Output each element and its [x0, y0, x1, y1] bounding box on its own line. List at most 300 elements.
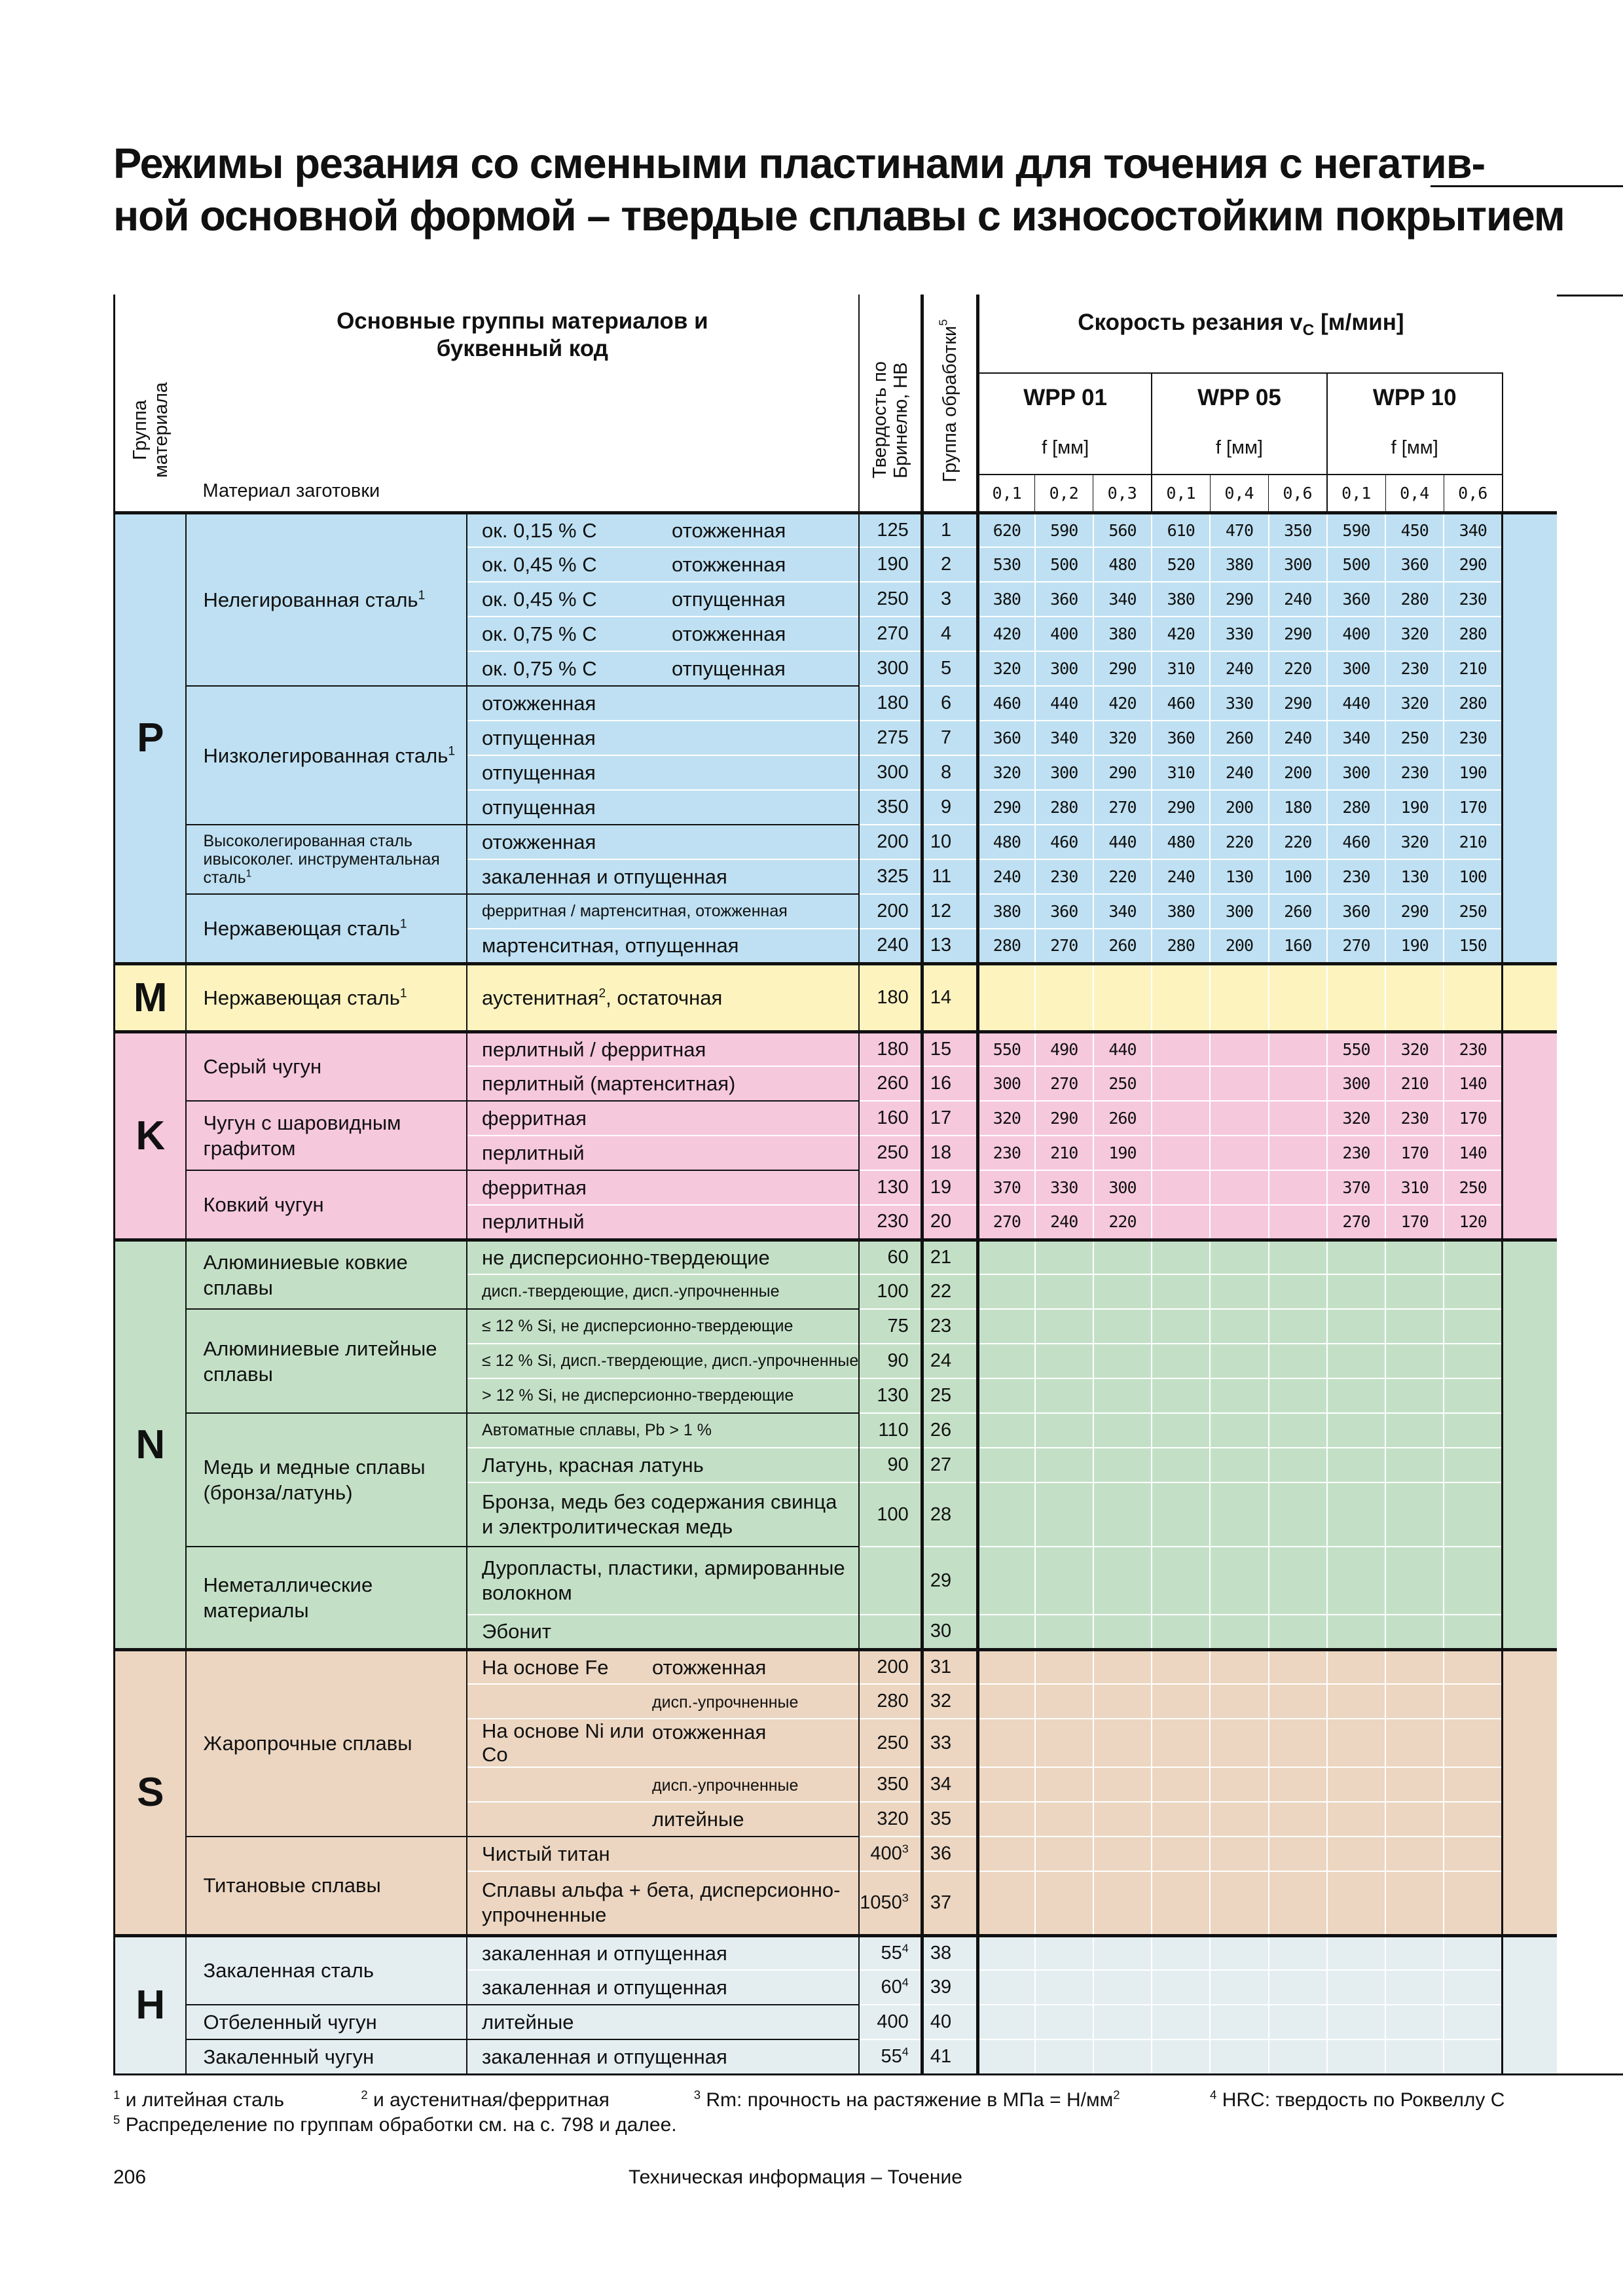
speed-value: 270 [1327, 1205, 1385, 1240]
material-name [186, 1031, 467, 1101]
speed-value [1444, 1970, 1502, 2005]
speed-value [1152, 1649, 1210, 1684]
material-name-text: Серый чугун [203, 1055, 322, 1079]
speed-value: 230 [1385, 755, 1444, 790]
feed-value: 0,1 [1152, 475, 1210, 512]
hardness-value: 110 [878, 1420, 909, 1441]
speed-value [1035, 1837, 1093, 1871]
speed-value: 240 [978, 859, 1035, 894]
speed-value: 320 [1385, 1031, 1444, 1066]
speed-value [1210, 1240, 1268, 1274]
speed-value [1035, 1448, 1093, 1482]
machining-group-cell: 10 [922, 825, 977, 859]
speed-value [1035, 1802, 1093, 1837]
speed-value: 200 [1210, 790, 1268, 825]
condition-cell [467, 686, 859, 721]
speed-value [1444, 1448, 1502, 1482]
speed-value: 230 [1385, 651, 1444, 686]
material-name [186, 1101, 467, 1170]
condition-cell [467, 1066, 859, 1101]
speed-value [1210, 1719, 1268, 1767]
hardness-cell [859, 1309, 922, 1344]
material-name-text: Нержавеющая сталь [203, 916, 400, 940]
condition-text: Латунь, красная латунь [482, 1454, 704, 1477]
condition-cell [467, 1448, 859, 1482]
condition-cell [467, 1274, 859, 1309]
speed-value: 270 [978, 1205, 1035, 1240]
speed-value: 470 [1210, 512, 1268, 547]
speed-value [1269, 1615, 1327, 1649]
speed-value [1035, 1649, 1093, 1684]
speed-value [1210, 1344, 1268, 1378]
speed-value [1152, 1448, 1210, 1482]
group-color-bar [1503, 1031, 1557, 1240]
speed-value [978, 1684, 1035, 1719]
speed-value: 230 [978, 1136, 1035, 1170]
condition-text: отпущенная [482, 761, 596, 784]
hardness-value: 55 [881, 1942, 902, 1964]
speed-value: 300 [1035, 755, 1093, 790]
speed-value [1327, 1448, 1385, 1482]
hardness-cell [859, 1205, 922, 1240]
speed-value [1210, 2039, 1268, 2074]
speed-value: 190 [1093, 1136, 1152, 1170]
speed-value [1327, 1837, 1385, 1871]
machining-group-cell: 4 [922, 617, 977, 651]
speed-value [1444, 1344, 1502, 1378]
page-title [113, 137, 1619, 242]
condition-secondary: отожженная [672, 518, 786, 542]
hardness-sup: 4 [902, 2045, 909, 2058]
speed-value: 330 [1210, 686, 1268, 721]
speed-value: 100 [1444, 859, 1502, 894]
speed-value [1385, 1274, 1444, 1309]
speed-value: 200 [1269, 755, 1327, 790]
speed-value [1269, 1066, 1327, 1101]
material-group-code: M [115, 963, 187, 1031]
speed-value [1035, 1344, 1093, 1378]
speed-value: 220 [1093, 1205, 1152, 1240]
condition-cell [467, 1344, 859, 1378]
speed-value [1327, 1240, 1385, 1274]
speed-value [1385, 1448, 1444, 1482]
hardness-value: 300 [877, 658, 909, 679]
machining-group-cell: 33 [922, 1719, 977, 1767]
speed-value: 320 [978, 651, 1035, 686]
header-speed [978, 295, 1503, 373]
speed-value: 340 [1327, 721, 1385, 755]
machining-group-cell: 37 [922, 1871, 977, 1935]
speed-value [978, 1615, 1035, 1649]
condition-cell [467, 1031, 859, 1066]
title-line-1: Режимы резания со сменными пластинами для точения с негатив- [113, 139, 1485, 187]
hardness-value: 300 [877, 762, 909, 783]
machining-group-cell: 20 [922, 1205, 977, 1240]
condition-cell [467, 963, 859, 1031]
material-name [186, 1309, 467, 1413]
hardness-value: 100 [877, 1281, 909, 1302]
condition-text: ≤ 12 % Si, не дисперсионно-твердеющие [482, 1317, 793, 1335]
hardness-cell [859, 1136, 922, 1170]
condition-primary: ок. 0,45 % C [482, 588, 597, 611]
speed-value [1035, 1274, 1093, 1309]
footnote-4-text: HRC: твердость по Роквеллу C [1222, 2089, 1505, 2111]
footnote-5 [113, 2113, 677, 2138]
hardness-cell [859, 929, 922, 963]
speed-value [1385, 1413, 1444, 1448]
speed-value: 280 [1152, 929, 1210, 963]
machining-group-cell: 26 [922, 1413, 977, 1448]
hardness-cell [859, 547, 922, 582]
speed-value [1152, 1970, 1210, 2005]
speed-value [1210, 1274, 1268, 1309]
speed-value: 250 [1444, 894, 1502, 929]
header-hardness-label: Твердость по Бринелю, HB [869, 361, 911, 478]
material-sup: 1 [399, 986, 407, 1001]
table-row [115, 686, 1623, 721]
condition-cell [467, 1205, 859, 1240]
speed-value [1210, 1970, 1268, 2005]
machining-group-cell: 7 [922, 721, 977, 755]
condition-text: ферритная [482, 1107, 587, 1130]
speed-value: 250 [1385, 721, 1444, 755]
speed-value: 230 [1444, 721, 1502, 755]
header-blank [1503, 295, 1557, 512]
speed-value [1327, 1719, 1385, 1767]
hardness-cell [859, 963, 922, 1031]
hardness-sup: 4 [902, 1975, 909, 1989]
condition-text: перлитный / ферритная [482, 1037, 706, 1061]
speed-value: 280 [1385, 582, 1444, 617]
material-name-text: Ковкий чугун [203, 1193, 324, 1216]
condition-cell [467, 790, 859, 825]
condition-cell [467, 1547, 859, 1615]
speed-value: 460 [1152, 686, 1210, 721]
material-name-text: Титановые сплавы [203, 1874, 381, 1897]
speed-value [1269, 1274, 1327, 1309]
hardness-value: 230 [877, 1211, 909, 1232]
hardness-cell [859, 651, 922, 686]
footnote-4-num: 4 [1210, 2088, 1217, 2102]
speed-value [1327, 2005, 1385, 2039]
speed-value: 140 [1444, 1136, 1502, 1170]
condition-text: перлитный [482, 1141, 585, 1164]
condition-text: Сплавы альфа + бета, дисперсионно-упрочненные [482, 1878, 841, 1927]
speed-value [1444, 1547, 1502, 1615]
speed-value [1444, 1413, 1502, 1448]
hardness-value: 250 [877, 1142, 909, 1163]
page-number: 206 [113, 2166, 147, 2188]
speed-value: 420 [978, 617, 1035, 651]
hardness-value: 280 [877, 1691, 909, 1712]
condition-cell [467, 755, 859, 790]
condition-cell [467, 1413, 859, 1448]
speed-value [1444, 1482, 1502, 1547]
condition-cell [467, 1935, 859, 1970]
speed-value [1210, 963, 1268, 1031]
speed-value [1152, 1274, 1210, 1309]
speed-value: 440 [1035, 686, 1093, 721]
speed-value: 170 [1444, 1101, 1502, 1136]
speed-value [1210, 1066, 1268, 1101]
speed-value [1269, 1649, 1327, 1684]
speed-value [1210, 1170, 1268, 1205]
condition-text: перлитный (мартенситная) [482, 1072, 736, 1095]
hardness-value: 130 [877, 1385, 909, 1406]
hardness-sup: 4 [902, 1941, 909, 1955]
speed-value [1269, 1378, 1327, 1413]
speed-value [1269, 1205, 1327, 1240]
header-speed-sub: C [1302, 321, 1315, 339]
speed-value [1269, 1101, 1327, 1136]
material-name-text: Высоколегированная сталь ивысоколег. инструментальная сталь [203, 832, 440, 887]
speed-value [1385, 1970, 1444, 2005]
speed-value: 260 [1210, 721, 1268, 755]
speed-value [1093, 1719, 1152, 1767]
speed-value [1210, 1615, 1268, 1649]
table-row [115, 512, 1623, 547]
speed-value [1152, 1935, 1210, 1970]
speed-value [1152, 1719, 1210, 1767]
speed-value: 290 [1269, 617, 1327, 651]
footnote-1-num: 1 [113, 2088, 120, 2102]
header-speed-label: Скорость резания v [1078, 310, 1303, 335]
table-row [115, 963, 1623, 1031]
speed-value [1327, 963, 1385, 1031]
condition-text: мартенситная, отпущенная [482, 934, 739, 958]
hardness-cell [859, 2039, 922, 2074]
speed-value [1210, 1547, 1268, 1615]
material-group-code: P [115, 512, 187, 963]
condition-text: отпущенная [482, 796, 596, 819]
condition-primary: На основе Fe [482, 1655, 609, 1679]
speed-value [1385, 1547, 1444, 1615]
speed-value [1269, 1170, 1327, 1205]
hardness-value: 400 [870, 1843, 902, 1864]
material-name [186, 1413, 467, 1547]
feed-value: 0,2 [1035, 475, 1093, 512]
speed-value: 310 [1152, 651, 1210, 686]
speed-value [1385, 2005, 1444, 2039]
hardness-cell [859, 686, 922, 721]
machining-group-cell: 15 [922, 1031, 977, 1066]
speed-value [978, 1547, 1035, 1615]
speed-value [1327, 1935, 1385, 1970]
speed-value: 250 [1093, 1066, 1152, 1101]
speed-value [1269, 1970, 1327, 2005]
condition-secondary: дисп.-упрочненные [652, 1693, 799, 1712]
speed-value [1269, 1767, 1327, 1802]
hardness-value: 200 [877, 901, 909, 922]
machining-group-cell: 2 [922, 547, 977, 582]
hardness-value: 240 [877, 935, 909, 956]
hardness-cell [859, 1031, 922, 1066]
table-row [115, 1309, 1623, 1344]
speed-value: 360 [978, 721, 1035, 755]
speed-value: 290 [1035, 1101, 1093, 1136]
title-rule [1431, 185, 1623, 187]
hardness-value: 90 [887, 1454, 909, 1475]
speed-value: 230 [1444, 1031, 1502, 1066]
speed-value: 400 [1035, 617, 1093, 651]
condition-text: ≤ 12 % Si, дисп.-твердеющие, дисп.-упрочненные [482, 1352, 859, 1370]
speed-value [1152, 1547, 1210, 1615]
title-line-2: ной основной формой – твердые сплавы с износостойким покрытием [113, 192, 1565, 240]
speed-value: 220 [1269, 825, 1327, 859]
hardness-value: 55 [881, 2045, 902, 2067]
speed-value: 340 [1093, 894, 1152, 929]
speed-value: 170 [1444, 790, 1502, 825]
condition-text: отожженная [482, 831, 596, 853]
material-name-text: Чугун с шаровидным графитом [203, 1111, 401, 1160]
condition-text: закаленная и отпущенная [482, 865, 727, 888]
hardness-cell [859, 1482, 922, 1547]
speed-value: 300 [1327, 755, 1385, 790]
speed-value: 320 [1327, 1101, 1385, 1136]
hardness-value: 250 [877, 1732, 909, 1753]
footnote-3-num: 3 [693, 2088, 701, 2102]
machining-group-cell: 9 [922, 790, 977, 825]
speed-value [1269, 1684, 1327, 1719]
speed-value: 370 [978, 1170, 1035, 1205]
hardness-value: 180 [877, 692, 909, 713]
condition-text: Дуропласты, пластики, армированные волокном [482, 1556, 845, 1604]
speed-value: 270 [1093, 790, 1152, 825]
speed-value: 300 [1210, 894, 1268, 929]
machining-group-cell: 38 [922, 1935, 977, 1970]
speed-value: 100 [1269, 859, 1327, 894]
hardness-value: 250 [877, 588, 909, 609]
hardness-value: 275 [877, 727, 909, 748]
speed-value: 450 [1385, 512, 1444, 547]
material-sup: 1 [418, 588, 426, 603]
speed-value: 210 [1035, 1136, 1093, 1170]
hardness-cell [859, 1684, 922, 1719]
hardness-cell [859, 859, 922, 894]
machining-group-cell: 16 [922, 1066, 977, 1101]
speed-value [1210, 1136, 1268, 1170]
speed-value [1327, 1344, 1385, 1378]
header-speed-unit: [м/мин] [1321, 310, 1404, 335]
speed-value [1152, 2039, 1210, 2074]
hardness-cell [859, 825, 922, 859]
speed-value [1269, 1031, 1327, 1066]
speed-value: 230 [1385, 1101, 1444, 1136]
speed-value [1210, 1802, 1268, 1837]
speed-value: 490 [1035, 1031, 1093, 1066]
material-name-text: Закаленный чугун [203, 2045, 374, 2068]
speed-value [1210, 1649, 1268, 1684]
speed-value: 270 [1327, 929, 1385, 963]
speed-value [1385, 1482, 1444, 1547]
condition-cell [467, 651, 859, 686]
speed-value [1093, 1448, 1152, 1482]
condition-cell [467, 1482, 859, 1547]
speed-value: 290 [978, 790, 1035, 825]
material-name-text: Жаропрочные сплавы [203, 1732, 412, 1755]
speed-value [1093, 1378, 1152, 1413]
hardness-cell [859, 1240, 922, 1274]
speed-value: 380 [1210, 547, 1268, 582]
hardness-cell [859, 582, 922, 617]
condition-text: ферритная [482, 1176, 587, 1199]
speed-value: 480 [1152, 825, 1210, 859]
speed-value: 460 [1327, 825, 1385, 859]
condition-secondary: отожженная [652, 1655, 767, 1679]
machining-group-cell: 19 [922, 1170, 977, 1205]
condition-cell [467, 1684, 859, 1719]
table-row [115, 2039, 1623, 2074]
speed-value: 280 [1035, 790, 1093, 825]
speed-value [1093, 2005, 1152, 2039]
speed-value [1385, 1837, 1444, 1871]
speed-value: 320 [978, 1101, 1035, 1136]
machining-group-cell: 24 [922, 1344, 977, 1378]
speed-value [978, 1719, 1035, 1767]
hardness-value: 75 [887, 1316, 909, 1336]
material-name-text: Неметаллические материалы [203, 1573, 373, 1622]
footnote-2-text: и аустенитная/ферритная [373, 2089, 610, 2111]
hardness-value: 1050 [860, 1892, 902, 1913]
condition-cell [467, 721, 859, 755]
hardness-value: 350 [877, 1774, 909, 1795]
hardness-value: 260 [877, 1073, 909, 1094]
hardness-value: 400 [877, 2011, 909, 2032]
material-sup: 1 [246, 868, 252, 880]
speed-value: 590 [1035, 512, 1093, 547]
group-color-bar [1503, 1240, 1557, 1649]
speed-value: 270 [1035, 929, 1093, 963]
feed-label-wpp10: f [мм] [1327, 422, 1503, 475]
speed-value [1093, 1802, 1152, 1837]
speed-value [1152, 1378, 1210, 1413]
speed-value [1093, 1240, 1152, 1274]
material-group-code: H [115, 1935, 187, 2074]
condition-cell [467, 1615, 859, 1649]
speed-value [1152, 1101, 1210, 1136]
header-machining-group-wrap [936, 302, 960, 499]
speed-value [1152, 1309, 1210, 1344]
machining-group-cell: 32 [922, 1684, 977, 1719]
speed-value [978, 1344, 1035, 1378]
speed-value: 300 [978, 1066, 1035, 1101]
condition-text: закаленная и отпущенная [482, 1976, 727, 1999]
speed-value: 440 [1093, 825, 1152, 859]
speed-value [1444, 1309, 1502, 1344]
material-name [186, 2005, 467, 2039]
speed-value: 210 [1444, 825, 1502, 859]
speed-value [1385, 1378, 1444, 1413]
group-color-bar [1503, 1935, 1557, 2074]
speed-value [1327, 1767, 1385, 1802]
condition-text: Автоматные сплавы, Pb > 1 % [482, 1421, 712, 1439]
speed-value [1035, 1970, 1093, 2005]
speed-value: 290 [1152, 790, 1210, 825]
speed-value [1035, 1547, 1093, 1615]
hardness-cell [859, 1378, 922, 1413]
machining-group-cell: 1 [922, 512, 977, 547]
condition-secondary: отпущенная [672, 588, 786, 611]
condition-secondary: отожженная [672, 553, 786, 576]
condition-cell [467, 929, 859, 963]
speed-value [1210, 1837, 1268, 1871]
speed-value [1210, 1413, 1268, 1448]
speed-value [1152, 1066, 1210, 1101]
hardness-cell [859, 1871, 922, 1935]
speed-value: 290 [1385, 894, 1444, 929]
hardness-value: 180 [877, 1038, 909, 1060]
speed-value [1327, 1649, 1385, 1684]
